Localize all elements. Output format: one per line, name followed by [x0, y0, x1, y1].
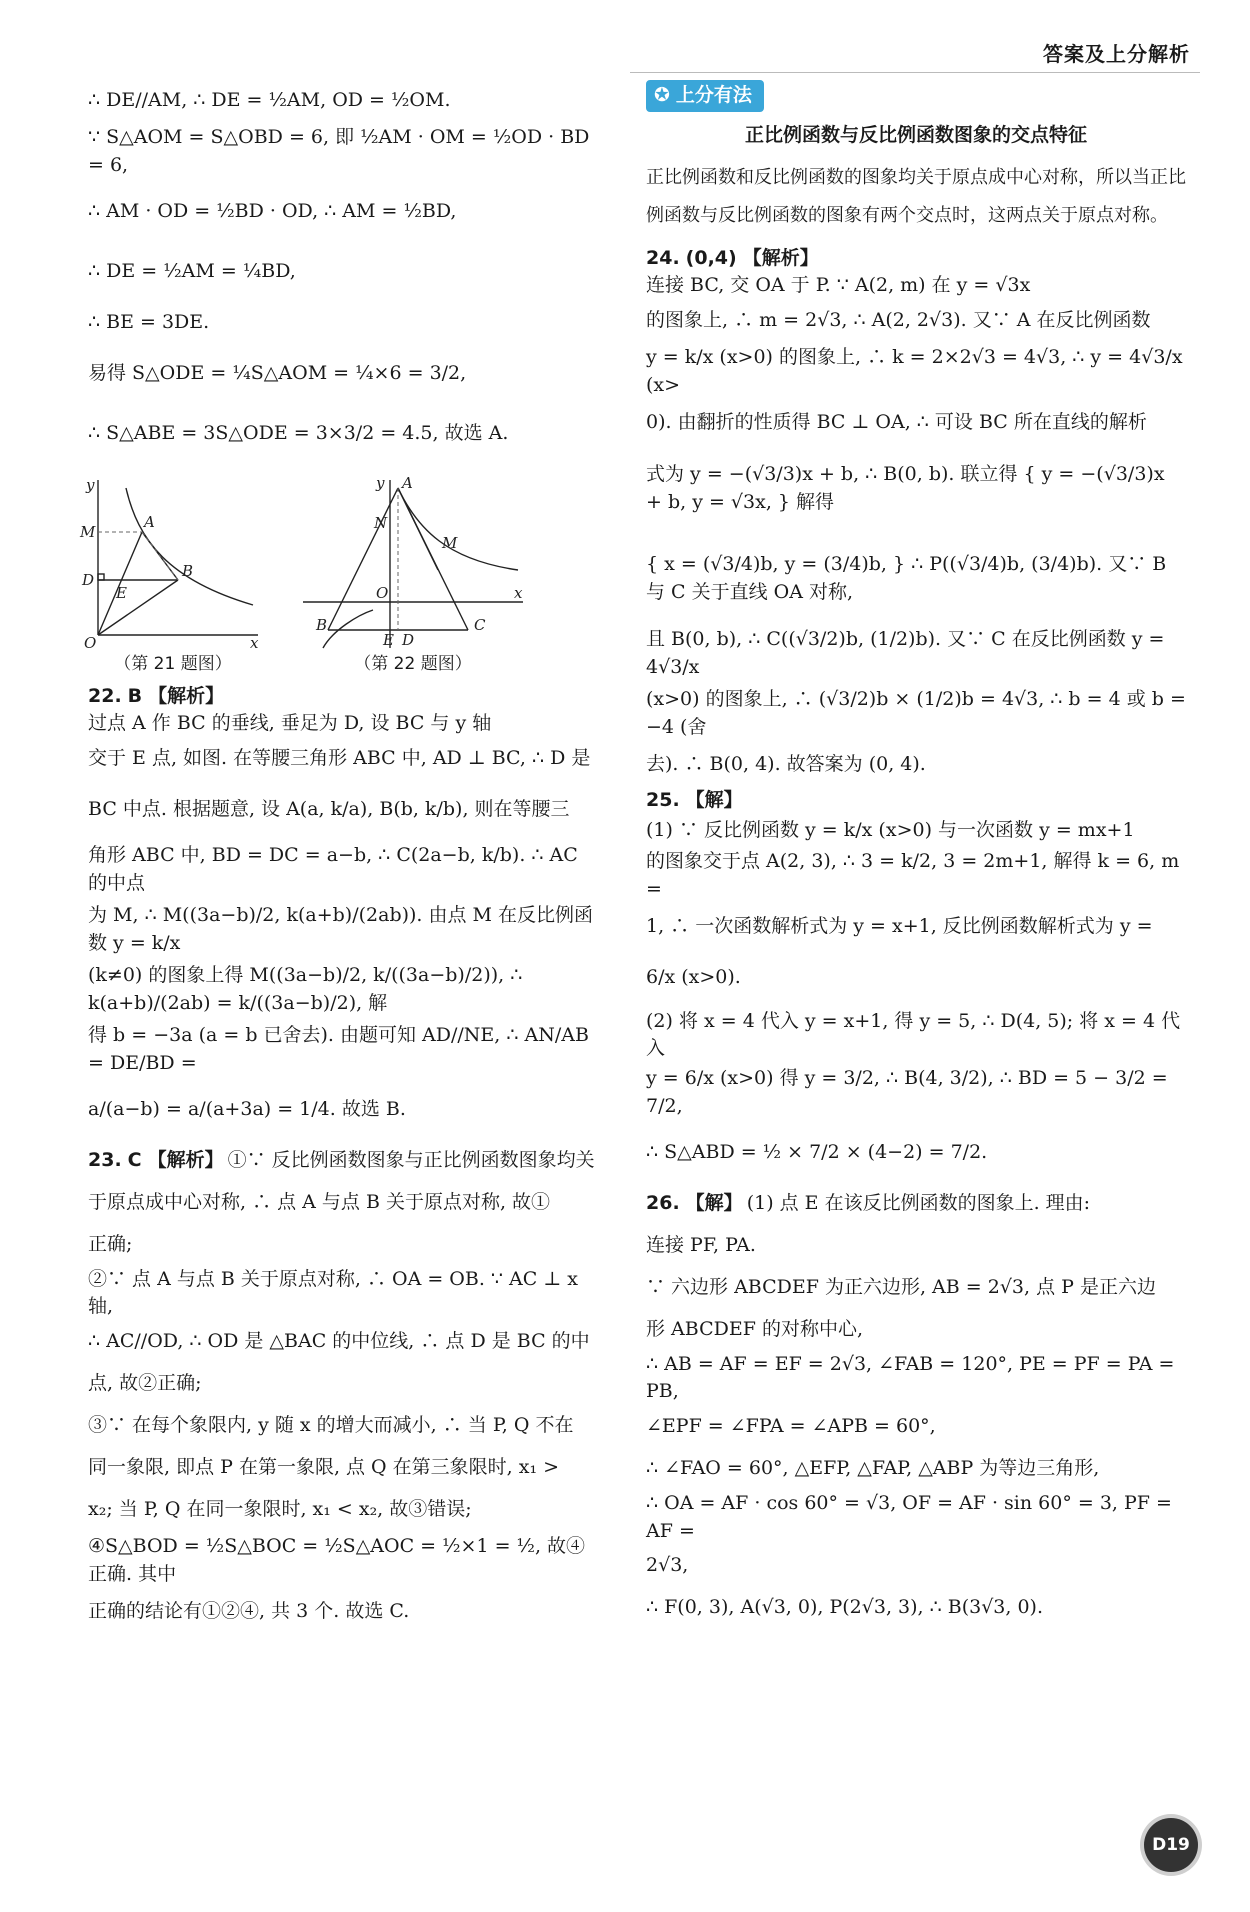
text-line: ∴ F(0, 3), A(√3, 0), P(2√3, 3), ∴ B(3√3, 0). [646, 1596, 1044, 1619]
text-line: ∴ DE//AM, ∴ DE = ½AM, OD = ½OM. [88, 89, 451, 112]
text-line: (1) ∵ 反比例函数 y = k/x (x>0) 与一次函数 y = mx+1 [646, 819, 1135, 841]
figure-21-graph [78, 470, 268, 650]
text-line: ∴ S△ABE = 3S△ODE = 3×3/2 = 4.5, 故选 A. [88, 422, 509, 445]
fig22-label: D [402, 631, 415, 649]
fig22-label: C [474, 616, 486, 634]
text-line: ∵ S△AOM = S△OBD = 6, 即 ½AM · OM = ½OD · BD = 6, [88, 126, 590, 176]
text-line: ∠EPF = ∠FPA = ∠APB = 60°, [646, 1415, 936, 1438]
text-line: 易得 S△ODE = ¼S△AOM = ¼×6 = 3/2, [88, 362, 467, 385]
text-line: a/(a−b) = a/(a+3a) = 1/4. 故选 B. [88, 1097, 406, 1120]
question-number: 22. [88, 684, 122, 707]
text-line: ∴ S△ABD = ½ × 7/2 × (4−2) = 7/2. [646, 1141, 988, 1164]
figure-22 [298, 470, 528, 677]
tip-label: 上分有法 [675, 84, 752, 106]
fig22-label: M [442, 534, 458, 552]
text-line: ②∵ 点 A 与点 B 关于原点对称, ∴ OA = OB. ∵ AC ⊥ x 轴, [88, 1267, 578, 1318]
text-line: (1) 点 E 在该反比例函数的图象上. 理由: [746, 1192, 1091, 1215]
text-line: 角形 ABC 中, BD = DC = a−b, ∴ C(2a−b, k/b). ∴ AC 的中点 [88, 844, 578, 894]
text-line: 正确的结论有①②④, 共 3 个. 故选 C. [88, 1600, 410, 1623]
question-number: 24. [646, 246, 680, 269]
tip-body: 正比例函数和反比例函数的图象均关于原点成中心对称，所以当正比例函数与反比例函数的图象有两个交点时，这两点关于原点对称。 [646, 167, 1186, 226]
text-line: { x = (√3/4)b, y = (3/4)b, } ∴ P((√3/4)b, (3/4)b). 又∵ B 与 C 关于直线 OA 对称, [646, 553, 1167, 603]
text-line: 0). 由翻折的性质得 BC ⊥ OA, ∴ 可设 BC 所在直线的解析 [646, 411, 1147, 433]
page-number-badge: D19 [1144, 1818, 1198, 1872]
text-line: 连接 PF, PA. [646, 1234, 756, 1257]
text-line: ④S△BOD = ½S△BOC = ½S△AOC = ½×1 = ½, 故④正确. 其中 [88, 1535, 586, 1585]
answer-choice: C [127, 1148, 142, 1171]
tip-heading: 正比例函数与反比例函数图象的交点特征 [744, 123, 1087, 146]
analysis-tag: 【解析】 [147, 1148, 224, 1171]
fig22-label: B [316, 616, 328, 634]
text-line: 去). ∴ B(0, 4). 故答案为 (0, 4). [646, 753, 926, 775]
fig22-label: A [402, 474, 413, 492]
text-line: 得 b = −3a (a = b 已舍去). 由题可知 AD//NE, ∴ AN/AB = DE/BD = [88, 1024, 589, 1074]
text-line: (x>0) 的图象上, ∴ (√3/2)b × (1/2)b = 4√3, ∴ b = 4 或 b = −4 (舍 [646, 688, 1186, 738]
text-line: ③∵ 在每个象限内, y 随 x 的增大而减小, ∴ 当 P, Q 不在 [88, 1414, 574, 1437]
text-line: 交于 E 点, 如图. 在等腰三角形 ABC 中, AD ⊥ BC, ∴ D 是 [88, 746, 591, 769]
figure-row [78, 470, 598, 677]
question-number: 26. [646, 1192, 680, 1215]
text-line: x₂; 当 P, Q 在同一象限时, x₁ < x₂, 故③错误; [88, 1498, 472, 1521]
text-line: 同一象限, 即点 P 在第一象限, 点 Q 在第三象限时, x₁ > [88, 1456, 560, 1479]
text-line: 为 M, ∴ M((3a−b)/2, k(a+b)/(2ab)). 由点 M 在反比例函数 y = k/x [88, 904, 594, 954]
question-number: 25. [646, 789, 680, 811]
fig21-label: x [250, 634, 259, 650]
fig21-label: A [144, 513, 155, 531]
text-line: ①∵ 反比例函数图象与正比例函数图象均关 [227, 1148, 595, 1171]
text-line: 形 ABCDEF 的对称中心, [646, 1318, 863, 1341]
solution-tag: 【解】 [685, 1192, 743, 1215]
text-line: y = 6/x (x>0) 得 y = 3/2, ∴ B(4, 3/2), ∴ BD = 5 − 3/2 = 7/2, [646, 1067, 1168, 1117]
text-line: ∴ BE = 3DE. [88, 311, 210, 334]
text-line: ∴ AB = AF = EF = 2√3, ∠FAB = 120°, PE = PF = PA = PB, [646, 1352, 1175, 1403]
figure-22-graph [298, 470, 528, 650]
header-divider [630, 72, 1200, 73]
fig22-label: x [514, 584, 523, 602]
text-line: (k≠0) 的图象上得 M((3a−b)/2, k/((3a−b)/2)), ∴ k(a+b)/(2ab) = k/((3a−b)/2), 解 [88, 964, 523, 1014]
fig21-label: B [182, 562, 194, 580]
text-line: y = k/x (x>0) 的图象上, ∴ k = 2×2√3 = 4√3, ∴ y = 4√3/x (x> [646, 346, 1183, 396]
figure-22-caption: （第 22 题图） [354, 654, 472, 674]
fig21-label: D [82, 571, 95, 589]
text-line: 且 B(0, b), ∴ C((√3/2)b, (1/2)b). 又∵ C 在反比例函数 y = 4√3/x [646, 628, 1165, 678]
text-line: 于原点成中心对称, ∴ 点 A 与点 B 关于原点对称, 故① [88, 1190, 551, 1213]
text-line: 点, 故②正确; [88, 1372, 202, 1395]
fig22-label: y [376, 474, 385, 492]
answer-value: (0,4) [685, 246, 737, 269]
question-25-line [646, 786, 1186, 846]
text-line: ∴ ∠FAO = 60°, △EFP, △FAP, △ABP 为等边三角形, [646, 1457, 1100, 1480]
star-icon: ✪ [654, 84, 670, 106]
question-22-line [88, 683, 598, 738]
question-23-line [88, 1140, 598, 1182]
text-line: ∴ OA = AF · cos 60° = √3, OF = AF · sin 60° = 3, PF = AF = [646, 1491, 1172, 1542]
question-number: 23. [88, 1148, 122, 1171]
page-header-title: 答案及上分解析 [1043, 42, 1190, 66]
analysis-tag: 【解析】 [148, 684, 225, 707]
tip-label-box [646, 80, 764, 112]
text-line: (2) 将 x = 4 代入 y = x+1, 得 y = 5, ∴ D(4, 5); 将 x = 4 代入 [646, 1009, 1181, 1060]
text-line: ∵ 六边形 ABCDEF 为正六边形, AB = 2√3, 点 P 是正六边 [646, 1276, 1156, 1299]
fig21-label: M [80, 523, 96, 541]
right-column [646, 80, 1186, 1629]
text-line: 连接 BC, 交 OA 于 P. ∵ A(2, m) 在 y = √3x [646, 274, 1031, 297]
left-column [80, 80, 598, 1633]
answer-choice: B [127, 684, 143, 707]
text-line: 的图象上, ∴ m = 2√3, ∴ A(2, 2√3). 又∵ A 在反比例函数 [646, 309, 1151, 331]
fig21-label: y [86, 476, 95, 494]
text-line: 正确; [88, 1232, 133, 1255]
solution-tag: 【解】 [685, 789, 743, 811]
fig21-label: E [116, 584, 127, 602]
fig22-label: N [374, 514, 388, 532]
text-line: ∴ DE = ½AM = ¼BD, [88, 260, 296, 283]
text-line: ∴ AC//OD, ∴ OD 是 △BAC 的中位线, ∴ 点 D 是 BC 的中 [88, 1330, 590, 1353]
text-line: BC 中点. 根据题意, 设 A(a, k/a), B(b, k/b), 则在等腰三 [88, 797, 570, 820]
text-line: ∴ AM · OD = ½BD · OD, ∴ AM = ½BD, [88, 200, 457, 223]
question-24-line [646, 245, 1186, 300]
question-26-line [646, 1183, 1186, 1225]
fig22-label: E [383, 631, 394, 649]
figure-21 [78, 470, 268, 677]
fig21-label: O [84, 634, 97, 650]
text-line: 的图象交于点 A(2, 3), ∴ 3 = k/2, 3 = 2m+1, 解得 k = 6, m = [646, 850, 1180, 900]
text-line: 6/x (x>0). [646, 966, 741, 988]
text-line: 式为 y = −(√3/3)x + b, ∴ B(0, b). 联立得 { y = −(√3/3)x + b, y = √3x, } 解得 [646, 463, 1165, 513]
text-line: 2√3, [646, 1554, 689, 1577]
text-line: 1, ∴ 一次函数解析式为 y = x+1, 反比例函数解析式为 y = [646, 915, 1153, 937]
figure-21-caption: （第 21 题图） [114, 654, 232, 674]
analysis-tag: 【解析】 [742, 246, 819, 269]
text-line: 过点 A 作 BC 的垂线, 垂足为 D, 设 BC 与 y 轴 [88, 712, 492, 735]
fig22-label: O [376, 584, 389, 602]
